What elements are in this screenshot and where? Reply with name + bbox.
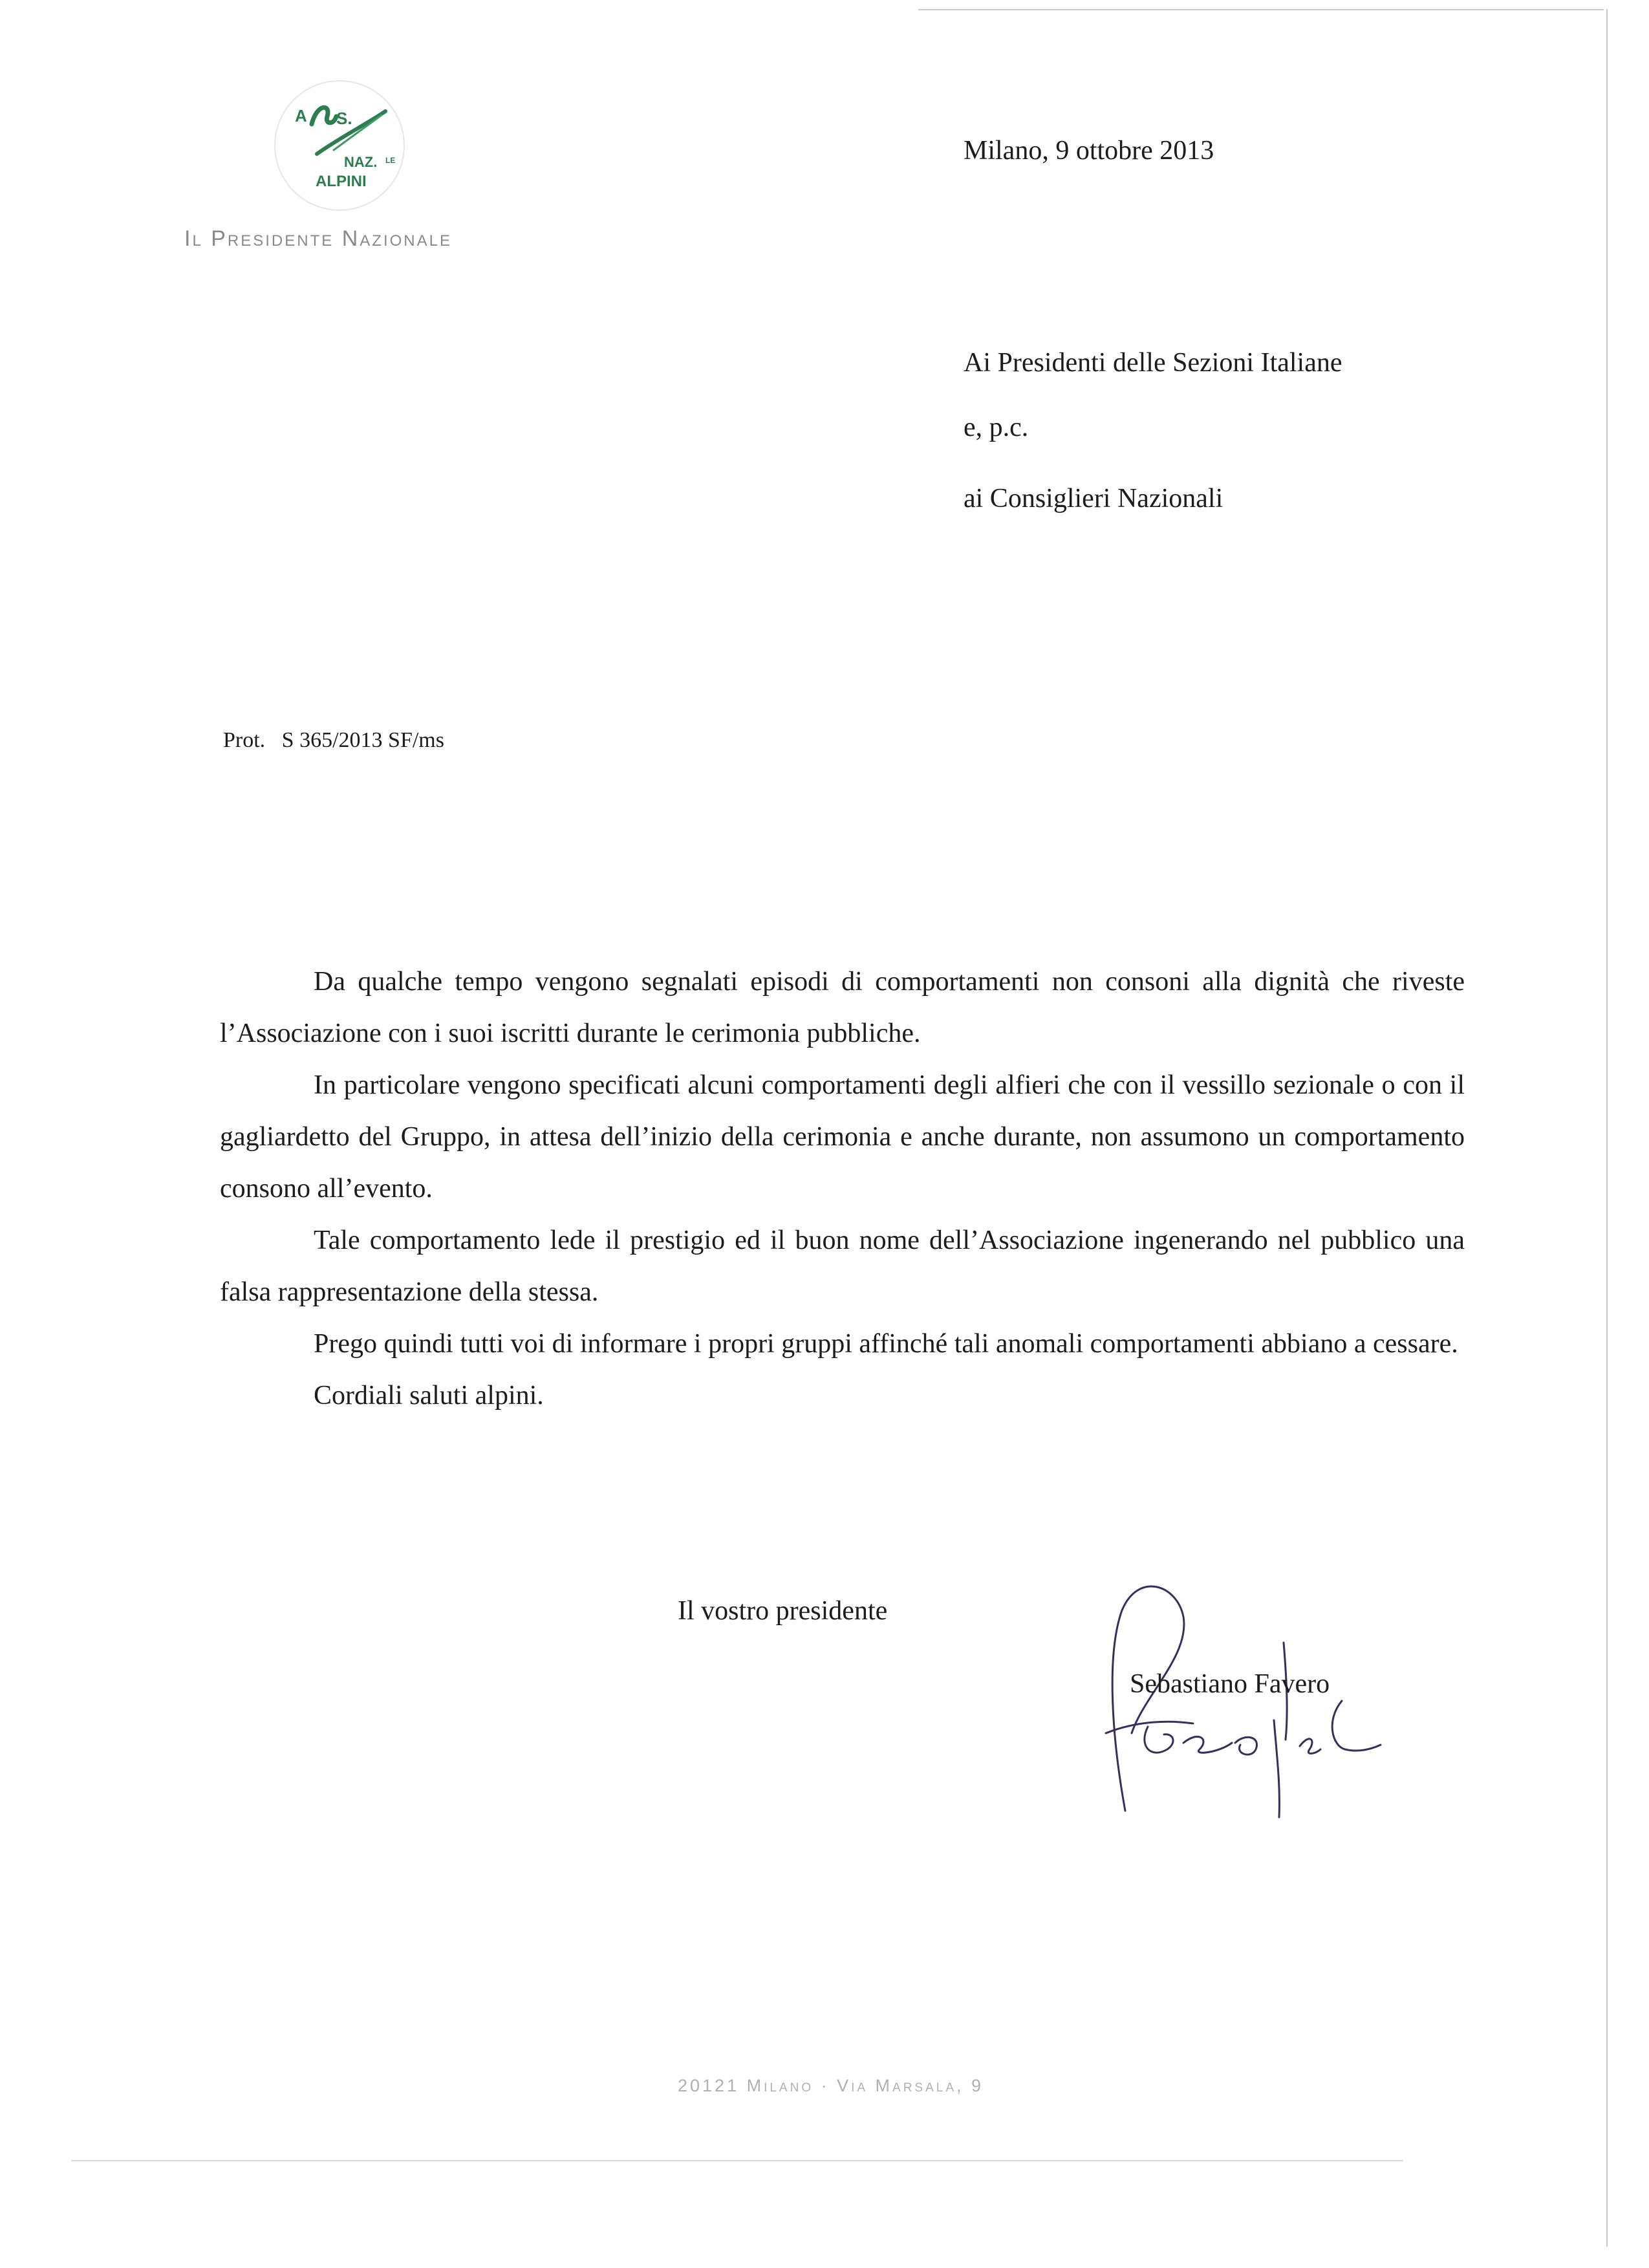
page-border-bottom [71, 2160, 1403, 2161]
body-paragraph-2: In particolare vengono specificati alcuni comportamenti degli alfieri che con il vessillo sezionale o con il gagliardetto del Gruppo, in attesa dell’inizio della cerimonia e anche durante, non assumono un comportamento consono all’evento. [220, 1070, 1465, 1204]
body-paragraph-4: Prego quindi tutti voi di informare i propri gruppi affinché tali anomali comportamenti abbiano a cessare. [314, 1329, 1458, 1359]
svg-text:S.: S. [336, 109, 352, 128]
recipient-line-2: e, p.c. [964, 413, 1029, 442]
body-paragraph-5: Cordiali saluti alpini. [314, 1381, 544, 1410]
ana-logo [272, 78, 407, 213]
signer-name: Sebastiano Favero [1130, 1669, 1330, 1699]
body-paragraph-3: Tale comportamento lede il prestigio ed il buon nome dell’Associazione ingenerando nel pubblico una falsa rappresentazione della stessa. [220, 1226, 1465, 1307]
closing-salutation: Il vostro presidente [678, 1596, 888, 1626]
recipient-line-3: ai Consiglieri Nazionali [964, 484, 1223, 513]
page-border-right [1606, 9, 1608, 2247]
footer-address: 20121 Milano · Via Marsala, 9 [678, 2076, 984, 2095]
letter-body [220, 956, 1465, 1421]
svg-text:LE: LE [385, 156, 396, 165]
letter-date: Milano, 9 ottobre 2013 [964, 136, 1214, 166]
page-border-top [918, 9, 1604, 10]
protocol-number: Prot. S 365/2013 SF/ms [223, 728, 444, 752]
recipient-line-1: Ai Presidenti delle Sezioni Italiane [964, 348, 1342, 378]
svg-text:A: A [295, 106, 307, 125]
svg-text:ALPINI: ALPINI [316, 173, 367, 190]
body-paragraph-1: Da qualche tempo vengono segnalati episodi di comportamenti non consoni alla dignità che riveste l’Associazione con i suoi iscritti durante le cerimonia pubbliche. [220, 967, 1465, 1048]
letterhead-title: Il Presidente Nazionale [184, 226, 452, 251]
svg-text:NAZ.: NAZ. [344, 154, 378, 170]
